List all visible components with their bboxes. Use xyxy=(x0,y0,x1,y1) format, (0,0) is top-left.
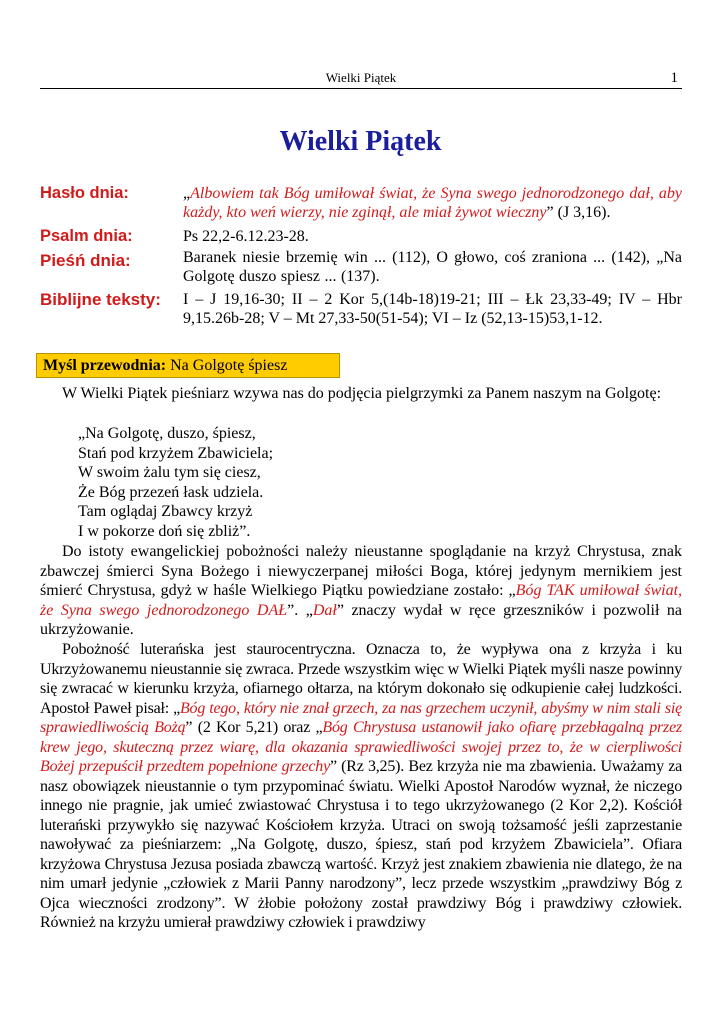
haslo-ref: ” (J 3,16). xyxy=(546,204,611,221)
haslo-quote: Albowiem tak Bóg umiłował świat, że Syna swego jednorodzonego dał, aby każdy, kto weń wierzy, nie zginął, ale miał żywot wieczny xyxy=(183,185,682,221)
poem-line: „Na Golgotę, duszo, śpiesz, xyxy=(78,425,256,442)
psalm-value: Ps 22,2-6.12.23-28. xyxy=(183,228,309,245)
haslo-row xyxy=(40,184,682,224)
page-number: 1 xyxy=(670,70,678,86)
poem-line: W swoim żalu tym się ciesz, xyxy=(78,464,261,481)
page-title: Wielki Piątek xyxy=(279,126,442,157)
psalm-label: Psalm dnia: xyxy=(40,227,133,245)
quote-red: Bóg tego, który nie znał grzech, za nas grzechem uczynił, abyśmy w nim stali się sprawiedliwością Bożą xyxy=(40,699,683,736)
haslo-label: Hasło dnia: xyxy=(40,184,129,202)
poem-line: I w pokorze doń się zbliż”. xyxy=(78,522,251,540)
page-header xyxy=(40,66,682,89)
quote-red: Dał xyxy=(312,601,337,619)
teksty-label: Biblijne teksty: xyxy=(40,290,161,309)
mysl-przewodnia-box xyxy=(36,353,340,378)
paragraph-2: Do istoty ewangelickiej pobożności należy nieustanne spoglądanie na krzyż Chrystusa, znak zbawczej śmierci Syna Bożego i niewyczerpanej miłości Boga, której jedynym mernikiem jest śmierć Chrystusa, gdyż w haśle Wielkiego Piątku powiedziane zostało: „Bóg TAK umiłował świat, że Syna swego jednorodzonego DAŁ”. „Dał” znaczy wydał w ręce grzeszników i pozwolił na ukrzyżowanie. xyxy=(40,543,683,638)
quote-red: Bóg TAK umiłował świat, że Syna swego jednorodzonego DAŁ xyxy=(40,582,683,619)
poem xyxy=(78,424,273,541)
mysl-label: Myśl przewodnia: xyxy=(43,357,167,374)
paragraph-1: W Wielki Piątek pieśniarz wzywa nas do podjęcia pielgrzymki za Panem naszym na Golgotę: xyxy=(62,385,662,402)
poem-line: Stań pod krzyżem Zbawiciela; xyxy=(78,444,274,462)
piesn-label: Pieśń dnia: xyxy=(40,251,131,270)
piesn-value: Baranek niesie brzemię win ... (112), O głowo, coś zraniona ... (142), „Na Golgotę duszo spiesz ... (137). xyxy=(183,249,682,285)
poem-line: Że Bóg przezeń łask udziela. xyxy=(78,483,264,501)
haslo-value: „Albowiem tak Bóg umiłował świat, że Syna swego jednorodzonego dał, aby każdy, kto weń wierzy, nie zginął, ale miał żywot wieczny” (J 3,16). xyxy=(183,185,682,221)
quote-red: Bóg Chrystusa ustanowił jako ofiarę przebłagalną przez krew jego, skuteczną przez wiarę, dla okazania sprawiedliwości swojej przez to, że w cierpliwości Bożej przepuścił przedtem popełnione grzechy xyxy=(40,719,683,775)
header-title: Wielki Piątek xyxy=(325,70,397,85)
poem-line: Tam oglądaj Zbawcy krzyż xyxy=(78,503,253,520)
paragraph-3: Pobożność luterańska jest staurocentryczna. Oznacza to, że wypływa ona z krzyża i ku Ukrzyżowanemu nieustannie się zwraca. Przede wszystkim więc w Wielki Piątek myśli nasze powinny się zwracać w kierunku krzyża, ofiarnego ołtarza, na którym dokonało się odkupienie całej ludzkości. Apostoł Paweł pisał: „Bóg tego, który nie znał grzech, za nas grzechem uczynił, abyśmy w nim stali się sprawiedliwością Bożą” (2 Kor 5,21) oraz „Bóg Chrystusa ustanowił jako ofiarę przebłagalną przez krew jego, skuteczną przez wiarę, dla okazania sprawiedliwości swojej przez to, że w cierpliwości Bożej przepuścił przedtem popełnione grzechy” (Rz 3,25). Bez krzyża nie ma zbawienia. Uważamy za nasz obowiązek nieustannie o tym przypominać światu. Wielki Apostoł Narodów wyznał, że niczego innego nie pragnie, jak umieć zwiastować Chrystusa i to tego ukrzyżowanego (2 Kor 2,2). Kościół luterański przywykło się nazywać Kościołem krzyża. Utraci on swoją tożsamość jeśli zaprzestanie nawoływać za pieśniarzem: „Na Golgotę, duszo, śpiesz, stań pod krzyżem Zbawiciela”. Ofiara krzyżowa Chrystusa Jezusa posiada zbawczą wartość. Krzyż jest znakiem zbawienia nie dlatego, że na nim umarł jedynie „człowiek z Marii Panny narodzony”, lecz przede wszystkim „prawdziwy Bóg z Ojca wieczności zrodzony”. W żłobie położony został prawdziwy Bóg i prawdziwy człowiek. Również na krzyżu umierał prawdziwy człowiek i prawdziwy xyxy=(40,641,683,931)
mysl-value: Na Golgotę śpiesz xyxy=(166,357,288,374)
teksty-value: I – J 19,16-30; II – 2 Kor 5,(14b-18)19-21; III – Łk 23,33-49; IV – Hbr 9,15.26b-28; V – Mt 27,33-50(51-54); VI – Iz (52,13-15)53,1-12. xyxy=(183,291,682,327)
